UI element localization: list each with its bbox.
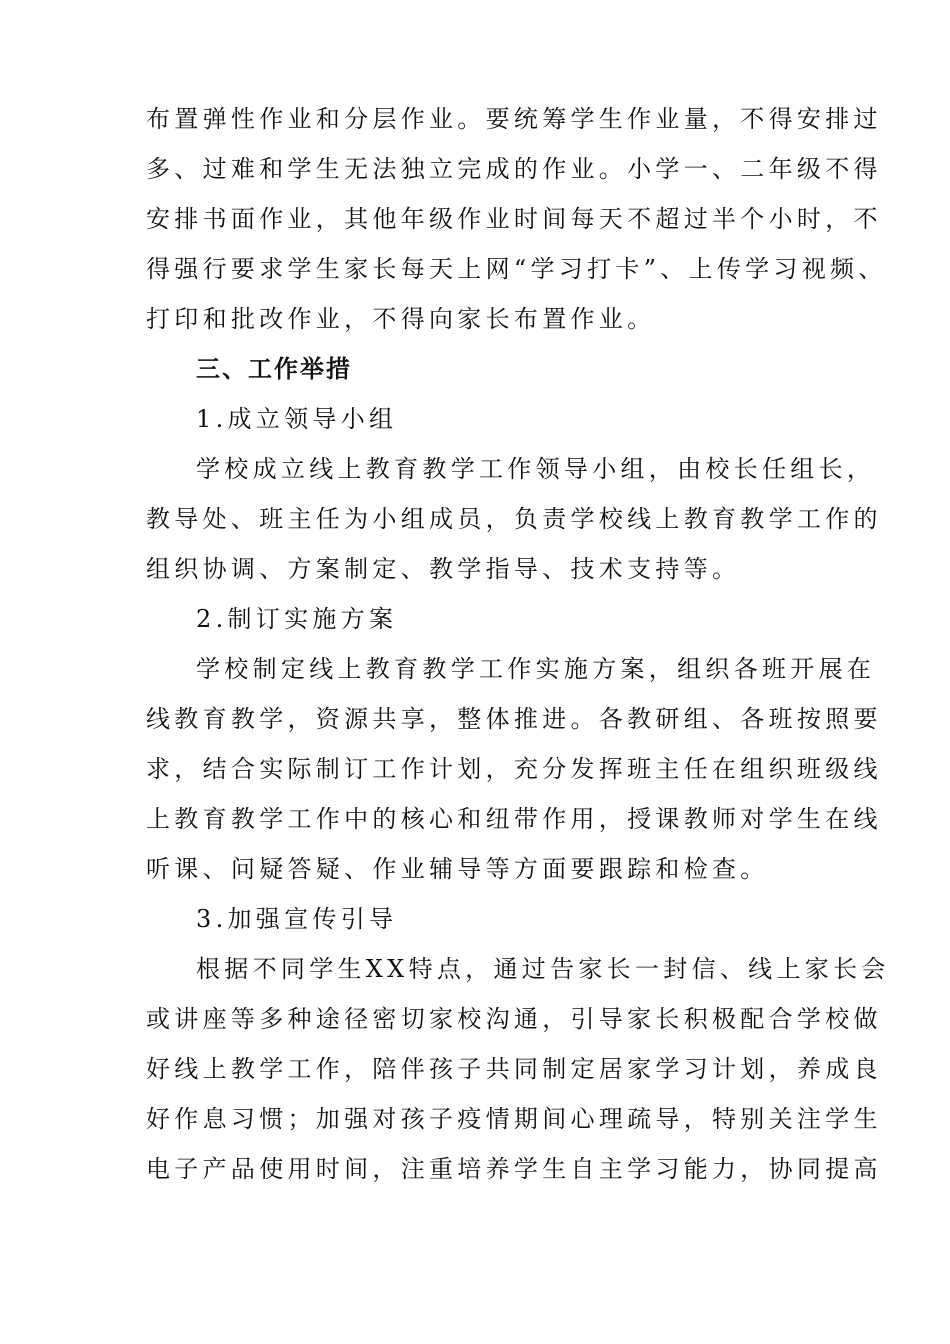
- paragraph-line: 求，结合实际制订工作计划，充分发挥班主任在组织班级线: [146, 755, 882, 783]
- paragraph-line: 学校制定线上教育教学工作实施方案，组织各班开展在: [196, 655, 876, 683]
- paragraph-line: 组织协调、方案制定、教学指导、技术支持等。: [146, 555, 741, 583]
- paragraph-line: 打印和批改作业，不得向家长布置作业。: [146, 305, 656, 333]
- paragraph-line: 或讲座等多种途径密切家校沟通，引导家长积极配合学校做: [146, 1005, 882, 1033]
- paragraph-line: 布置弹性作业和分层作业。要统筹学生作业量，不得安排过: [146, 105, 882, 133]
- paragraph-line: 上教育教学工作中的核心和纽带作用，授课教师对学生在线: [146, 805, 882, 833]
- item-title: 2.制订实施方案: [196, 605, 398, 633]
- paragraph-line: 好线上教学工作，陪伴孩子共同制定居家学习计划，养成良: [146, 1055, 882, 1083]
- paragraph-line: 得强行要求学生家长每天上网“学习打卡”、上传学习视频、: [146, 255, 887, 283]
- item-title: 3.加强宣传引导: [196, 905, 398, 933]
- paragraph-line: 安排书面作业，其他年级作业时间每天不超过半个小时，不: [146, 205, 882, 233]
- paragraph-line: 学校成立线上教育教学工作领导小组，由校长任组长，: [196, 455, 876, 483]
- paragraph-line: 线教育教学，资源共享，整体推进。各教研组、各班按照要: [146, 705, 882, 733]
- paragraph-line: 好作息习惯；加强对孩子疫情期间心理疏导，特别关注学生: [146, 1105, 882, 1133]
- paragraph-line: 教导处、班主任为小组成员，负责学校线上教育教学工作的: [146, 505, 882, 533]
- paragraph-line: 多、过难和学生无法独立完成的作业。小学一、二年级不得: [146, 155, 882, 183]
- paragraph-line: 电子产品使用时间，注重培养学生自主学习能力，协同提高: [146, 1155, 882, 1183]
- paragraph-line: 听课、问疑答疑、作业辅导等方面要跟踪和检查。: [146, 855, 769, 883]
- section-heading: 三、工作举措: [196, 355, 352, 383]
- paragraph-line: 根据不同学生XX特点，通过告家长一封信、线上家长会: [196, 955, 890, 983]
- item-title: 1.成立领导小组: [196, 405, 398, 433]
